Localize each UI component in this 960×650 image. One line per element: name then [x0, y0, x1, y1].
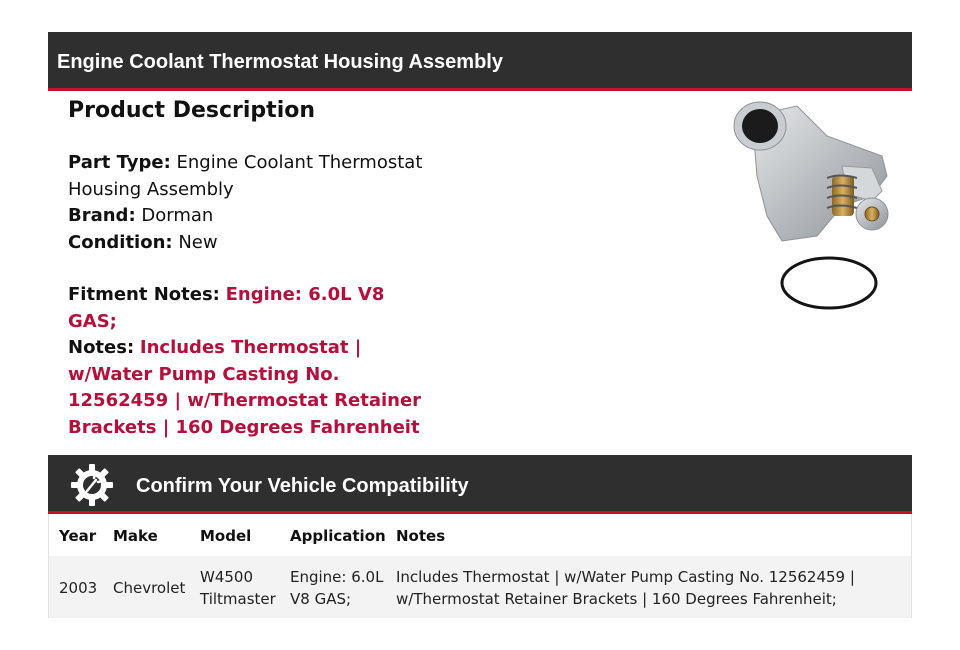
- part-type-label: Part Type:: [68, 152, 171, 173]
- brand-label: Brand:: [68, 205, 136, 226]
- thermostat-housing-image: [722, 96, 912, 316]
- cell-notes: Includes Thermostat | w/Water Pump Casting No. 12562459 | w/Thermostat Retainer Brackets | 160 Degrees Fahrenheit;: [396, 568, 855, 608]
- notes-value: Includes Thermostat | w/Water Pump Casting No. 12562459 | w/Thermostat Retainer Brackets | 160 Degrees Fahrenheit: [68, 337, 422, 438]
- column-application: Application: [290, 527, 386, 545]
- brand-value: Dorman: [141, 205, 214, 226]
- table-header: [49, 514, 911, 556]
- column-year: Year: [59, 527, 97, 545]
- fitment-label: Fitment Notes:: [68, 284, 220, 305]
- product-description: [68, 150, 438, 441]
- gear-icon: [70, 463, 114, 507]
- product-title: Engine Coolant Thermostat Housing Assembly: [57, 51, 503, 73]
- description-heading: Product Description: [68, 98, 316, 123]
- compatibility-title: Confirm Your Vehicle Compatibility: [136, 475, 469, 497]
- column-notes: Notes: [396, 527, 446, 545]
- notes-label: Notes:: [68, 337, 135, 358]
- cell-model: W4500 Tiltmaster: [200, 568, 276, 608]
- compatibility-bar: [48, 455, 912, 514]
- condition-label: Condition:: [68, 231, 173, 253]
- cell-application: Engine: 6.0L V8 GAS;: [290, 568, 384, 608]
- column-model: Model: [200, 527, 252, 545]
- cell-make: Chevrolet: [113, 579, 186, 597]
- cell-year: 2003: [59, 579, 98, 597]
- column-make: Make: [113, 527, 158, 545]
- part-type-value: Engine Coolant Thermostat Housing Assembly: [68, 152, 423, 200]
- condition-value: New: [178, 231, 218, 253]
- product-title-bar: [48, 32, 912, 91]
- compatibility-table: [48, 514, 912, 618]
- fitment-value: Engine: 6.0L V8 GAS;: [68, 284, 385, 332]
- table-row: [49, 556, 911, 618]
